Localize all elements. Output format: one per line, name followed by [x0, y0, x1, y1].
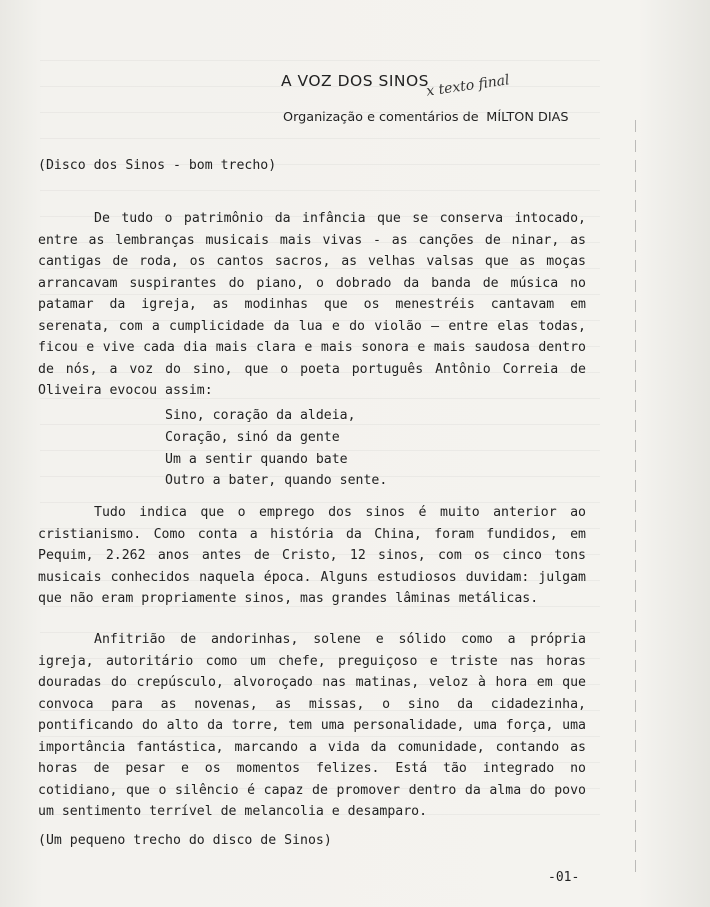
intro-cue: (Disco dos Sinos - bom trecho) — [38, 158, 277, 173]
document-title: A VOZ DOS SINOS — [280, 72, 430, 90]
verse-block — [165, 405, 387, 492]
closing-cue: (Um pequeno trecho do disco de Sinos) — [38, 833, 332, 848]
verse-line: Sino, coração da aldeia, — [165, 408, 356, 423]
verse-line: Coração, sinó da gente — [165, 429, 340, 445]
page-edge-mark — [635, 120, 636, 880]
paragraph-2: Tudo indica que o emprego dos sinos é muito anterior ao cristianismo. Como conta a história da China, foram fundidos, em Pequim, 2.262 anos antes de Cristo, 12 sinos, com os cinco tons musicais conhecidos naquela época. Alguns estudiosos duvidam: julgam que não eram propriamente sinos, mas grandes lâminas metálicas. — [38, 505, 586, 606]
verse-line: Um a sentir quando bate — [165, 451, 348, 467]
organization-credit — [283, 110, 569, 125]
organization-name: MÍLTON DIAS — [486, 110, 569, 125]
verse-line: Outro a bater, quando sente. — [165, 473, 388, 489]
page-number: -01- — [548, 870, 580, 885]
paragraph-3: Anfitrião de andorinhas, solene e sólido como a própria igreja, autoritário como um chefe, preguiçoso e triste nas horas douradas do crepúsculo, alvoroçado nas matinas, veloz à hora em que convoca para as novenas, as missas, o sino da cidadezinha, pontificando do alto da torre, tem uma personalidade, uma força, uma importância fantástica, marcando a vida da comunidade, contando as horas de pesar e os momentos felizes. Está tão integrado no cotidiano, que o silêncio é capaz de promover dentro da alma do povo um sentimento terrível de melancolia e desamparo. — [38, 632, 586, 819]
handwritten-note: x texto final — [425, 72, 511, 100]
organization-label: Organização e comentários de — [283, 110, 479, 125]
paragraph-1: De tudo o patrimônio da infância que se conserva intocado, entre as lembranças musicais mais vivas - as canções de ninar, as cantigas de roda, os cantos sacros, as velhas valsas que as moças arrancavam suspirantes do piano, o dobrado da banda de música no patamar da igreja, as modinhas que os menestréis cantavam em serenata, com a cumplicidade da lua e do violão — entre elas todas, ficou e vive cada dia mais clara e mais sonora e mais saudosa dentro de nós, a voz do sino, que o poeta português Antônio Correia de Oliveira evocou assim: — [38, 211, 586, 398]
